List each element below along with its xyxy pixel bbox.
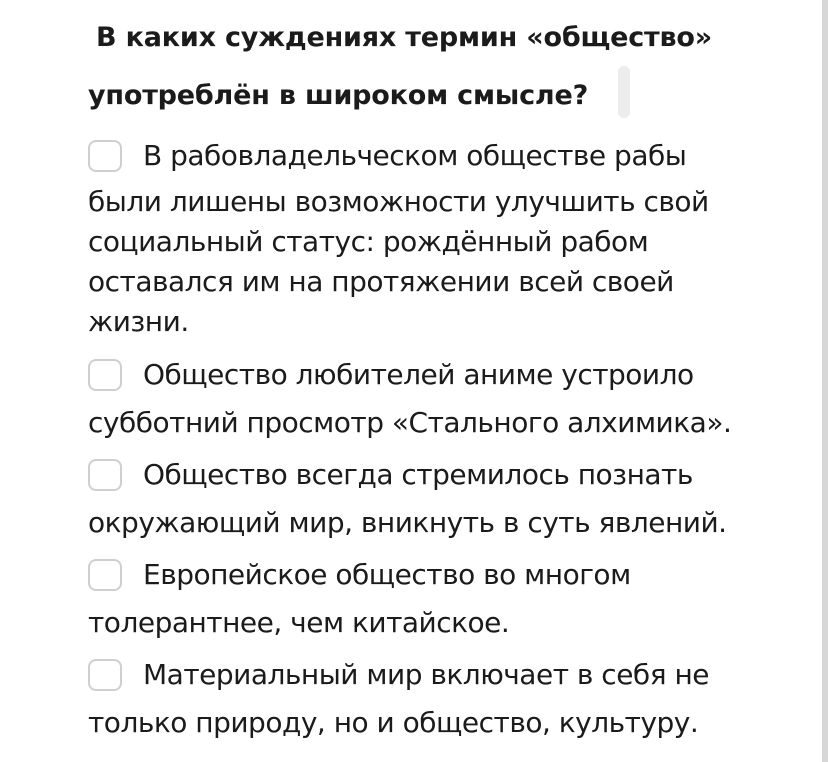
option-5-line-2: только природу, но и общество, культуру. [88,706,699,739]
option-2-line-1: Общество любителей аниме устроило [143,358,694,391]
answer-option-1[interactable] [88,136,788,342]
option-1-line-1: В рабовладельческом обществе рабы [143,139,687,172]
text-cursor-handle [618,66,630,118]
option-1-line-2: были лишены возможности улучшить свой [88,185,709,218]
answer-option-3[interactable] [88,455,788,543]
option-4-line-2: толерантнее, чем китайское. [88,606,510,639]
answer-checkbox-3[interactable] [88,459,122,491]
option-1-line-3: социальный статус: рождённый рабом [88,225,649,258]
option-1-line-5: жизни. [88,305,189,338]
option-1-line-4: оставался им на протяжении всей своей [88,265,674,298]
question-title-line-1: В каких суждениях термин «общество» [96,22,712,53]
answer-checkbox-1[interactable] [88,140,122,172]
answer-checkbox-2[interactable] [88,359,122,391]
option-5-line-1: Материальный мир включает в себя не [143,658,709,691]
answer-option-5[interactable] [88,655,788,743]
answer-checkbox-4[interactable] [88,559,122,591]
answer-checkbox-5[interactable] [88,659,122,691]
question-title-line-2: употреблён в широком смысле? [88,80,589,111]
right-edge-strip [822,0,828,762]
answer-option-4[interactable] [88,555,788,643]
option-2-line-2: субботний просмотр «Стального алхимика». [88,406,732,439]
option-3-line-2: окружающий мир, вникнуть в суть явлений. [88,506,727,539]
answer-option-2[interactable] [88,355,788,443]
option-3-line-1: Общество всегда стремилось познать [143,458,693,491]
option-4-line-1: Европейское общество во многом [143,558,631,591]
